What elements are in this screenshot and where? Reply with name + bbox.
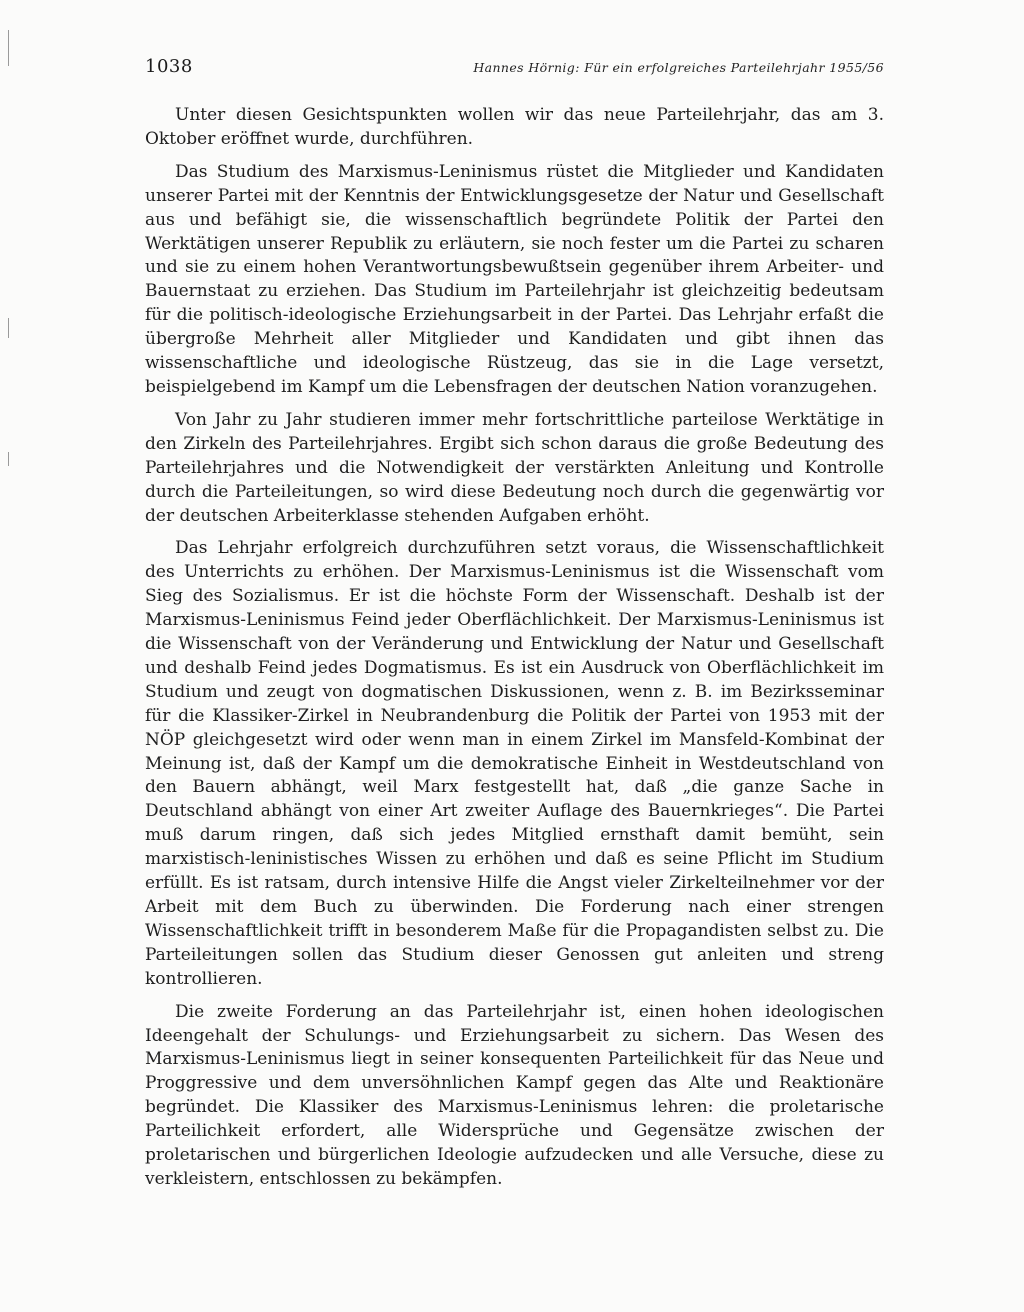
paragraph: Das Lehrjahr erfolgreich durchzuführen setzt voraus, die Wissenschaftlichkeit des Unterrichts zu erhöhen. Der Marxismus-Leninismus ist die Wissenschaft vom Sieg des Sozialismus. Er ist die höchste Form der Wissenschaft. Deshalb ist der Marxismus-Leninismus Feind jeder Oberflächlichkeit. Der Marxismus-Leninismus ist die Wissenschaft von der Veränderung und Entwicklung der Natur und Gesellschaft und deshalb Feind jedes Dogmatismus. Es ist ein Ausdruck von Oberflächlichkeit im Studium und zeugt von dogmatischen Diskussionen, wenn z. B. im Bezirksseminar für die Klassiker-Zirkel in Neubrandenburg die Politik der Partei von 1953 mit der NÖP gleichgesetzt wird oder wenn man in einem Zirkel im Mansfeld-Kombinat der Meinung ist, daß der Kampf um die demokratische Einheit in Westdeutschland von den Bauern abhängt, weil Marx festgestellt hat, daß „die ganze Sache in Deutschland abhängt von einer Art zweiter Auflage des Bauernkrieges“. Die Partei muß darum ringen, daß sich jedes Mitglied ernsthaft damit bemüht, sein marxistisch-leninistisches Wissen zu erhöhen und daß es seine Pflicht im Studium erfüllt. Es ist ratsam, durch intensive Hilfe die Angst vieler Zirkelteilnehmer vor der Arbeit mit dem Buch zu überwinden. Die Forderung nach einer strengen Wissenschaftlichkeit trifft in besonderem Maße für die Propagandisten selbst zu. Die Parteileitungen sollen das Studium dieser Genossen gut anleiten und streng kontrollieren. xyxy=(145,538,884,989)
scan-edge-mark xyxy=(8,30,9,66)
scan-edge-mark xyxy=(8,318,9,338)
page-number: 1038 xyxy=(145,56,193,77)
running-title: Hannes Hörnig: Für ein erfolgreiches Parteilehrjahr 1955/56 xyxy=(473,60,884,75)
paragraph: Die zweite Forderung an das Parteilehrjahr ist, einen hohen ideologischen Ideengehalt der Schulungs- und Erziehungsarbeit zu sichern. Das Wesen des Marxismus-Leninismus liegt in seiner konsequenten Parteilichkeit für das Neue und Proggressive und dem unversöhnlichen Kampf gegen das Alte und Reaktionäre begründet. Die Klassiker des Marxismus-Leninismus lehren: die proletarische Parteilichkeit erfordert, alle Widersprüche und Gegensätze zwischen der proletarischen und bürgerlichen Ideologie aufzudecken und alle Versuche, diese zu verkleistern, entschlossen zu bekämpfen. xyxy=(145,1001,884,1189)
paragraph: Das Studium des Marxismus-Leninismus rüstet die Mitglieder und Kandidaten unserer Partei mit der Kenntnis der Entwicklungsgesetze der Natur und Gesellschaft aus und befähigt sie, die wissenschaftlich begründete Politik der Partei den Werktätigen unserer Republik zu erläutern, sie noch fester um die Partei zu scharen und sie zu einem hohen Verantwortungsbewußtsein gegenüber ihrem Arbeiter- und Bauernstaat zu erziehen. Das Studium im Parteilehrjahr ist gleichzeitig bedeutsam für die politisch-ideologische Erziehungsarbeit in der Partei. Das Lehrjahr erfaßt die übergroße Mehrheit aller Mitglieder und Kandidaten und gibt ihnen das wissenschaftliche und ideologische Rüstzeug, das sie in die Lage versetzt, beispielgebend im Kampf um die Lebensfragen der deutschen Nation voranzugehen. xyxy=(145,161,884,397)
paragraph: Von Jahr zu Jahr studieren immer mehr fortschrittliche parteilose Werktätige in den Zirkeln des Parteilehrjahres. Ergibt sich schon daraus die große Bedeutung des Parteilehrjahres und die Notwendigkeit der verstärkten Anleitung und Kontrolle durch die Parteileitungen, so wird diese Bedeutung noch durch die gegenwärtig vor der deutschen Arbeiterklasse stehenden Aufgaben erhöht. xyxy=(145,409,884,526)
running-head xyxy=(145,56,884,84)
paragraph: Unter diesen Gesichtspunkten wollen wir das neue Parteilehrjahr, das am 3. Oktober eröffnet wurde, durchführen. xyxy=(145,105,884,149)
scan-edge-mark xyxy=(8,452,9,466)
body-text xyxy=(145,104,884,1201)
